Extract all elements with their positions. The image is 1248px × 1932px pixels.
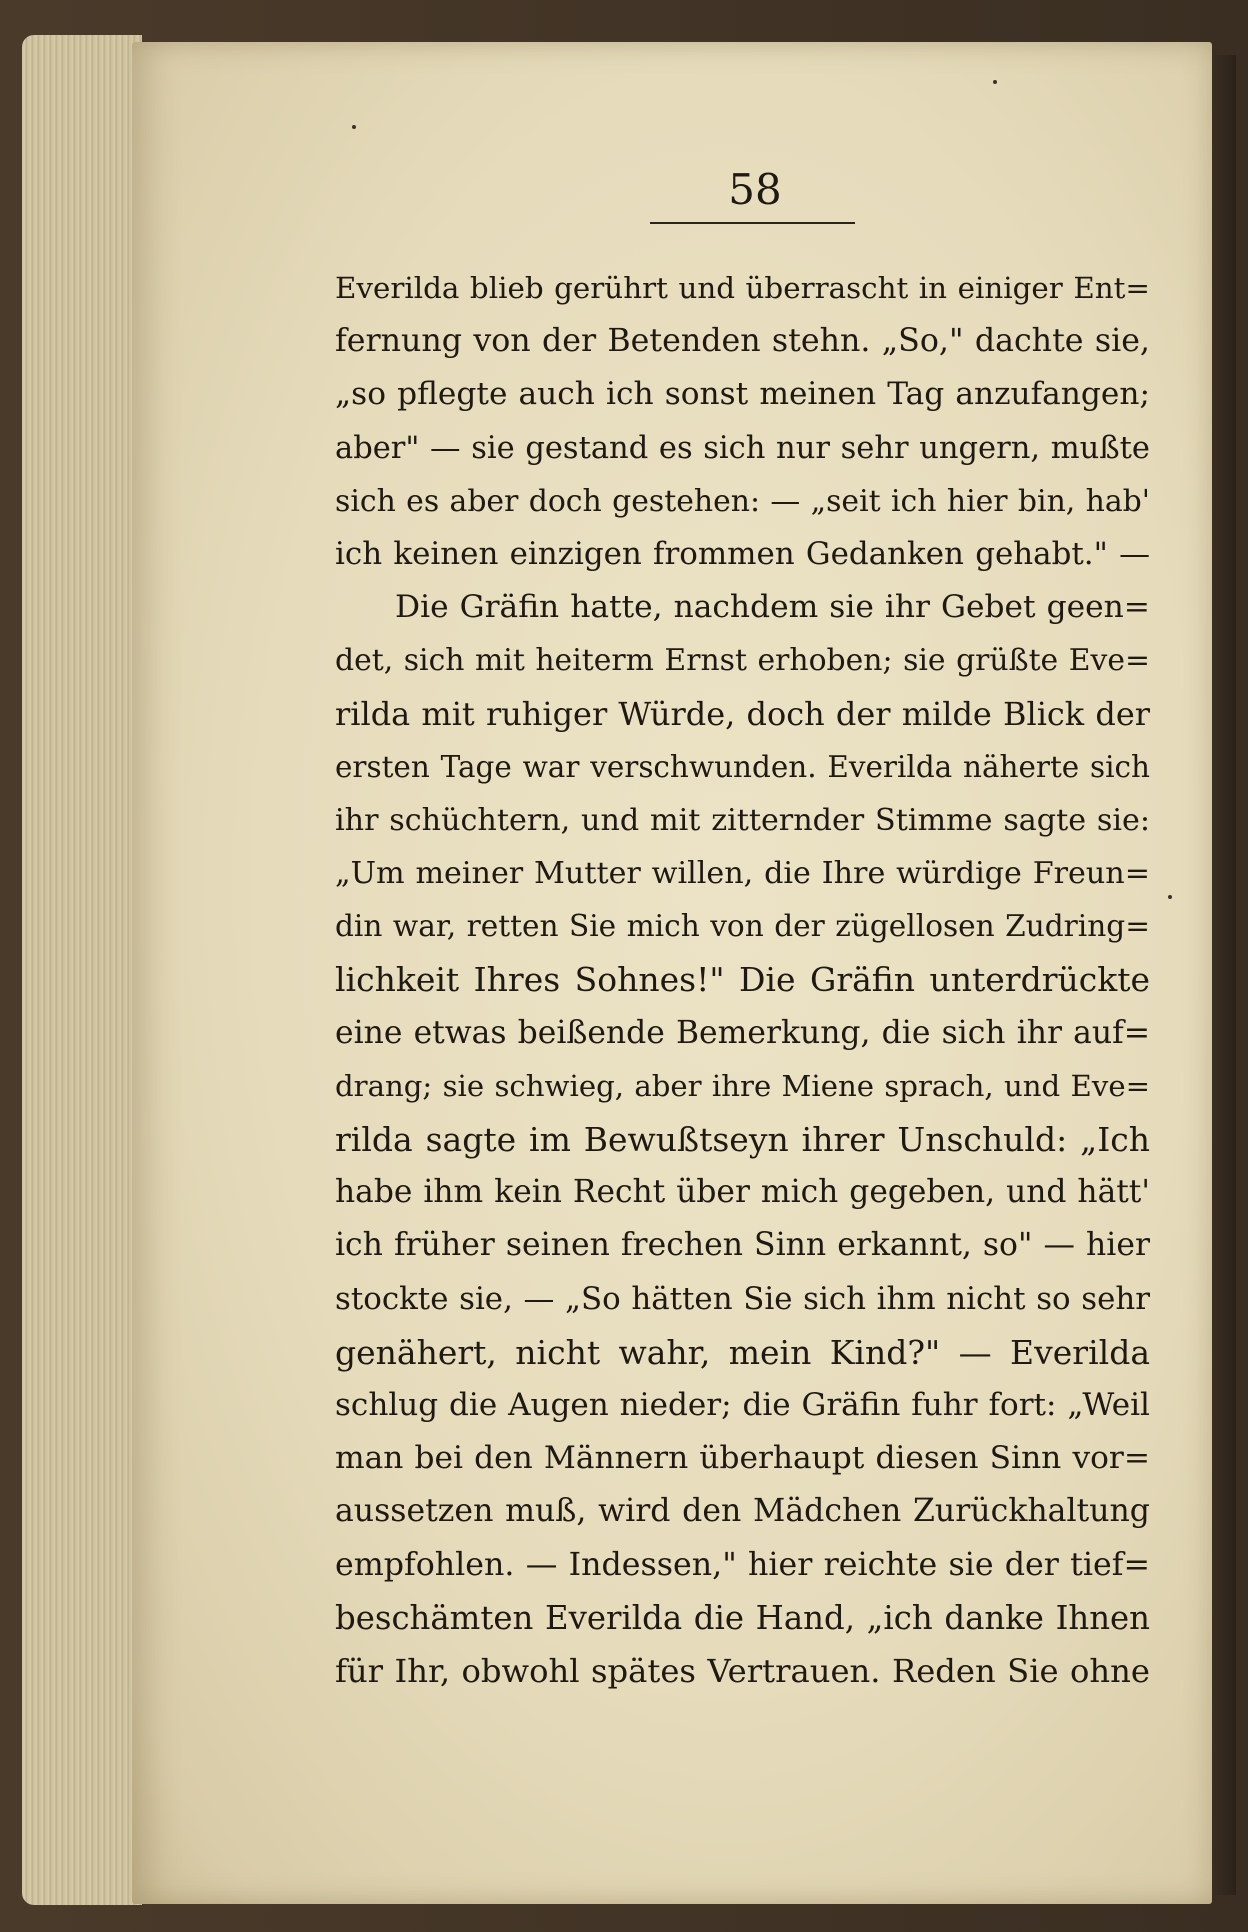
text-line: ich keinen einzigen frommen Gedanken gehabt." — (335, 535, 1150, 572)
text-line: Die Gräfin hatte, nachdem sie ihr Gebet geen= (395, 589, 1150, 626)
page-edges (22, 35, 142, 1905)
text-line: „so pflegte auch ich sonst meinen Tag anzufangen; (335, 376, 1150, 413)
text-line: din war, retten Sie mich von der zügellosen Zudring= (335, 909, 1150, 944)
text-line: aussetzen muß, wird den Mädchen Zurückhaltung (335, 1493, 1150, 1530)
paper-speck (1168, 895, 1172, 899)
text-line: für Ihr, obwohl spätes Vertrauen. Reden Sie ohne (335, 1651, 1150, 1690)
text-line: genähert, nicht wahr, mein Kind?" — Everilda (335, 1332, 1150, 1372)
text-line: ersten Tage war verschwunden. Everilda näherte sich (335, 749, 1150, 784)
text-line: ich früher seinen frechen Sinn erkannt, so" — hier (335, 1227, 1150, 1264)
paper-speck (993, 80, 997, 84)
text-line: man bei den Männern überhaupt diesen Sinn vor= (335, 1440, 1150, 1477)
header-rule (650, 222, 855, 224)
page-number: 58 (728, 165, 782, 214)
binding-edge (1212, 55, 1236, 1895)
text-line: schlug die Augen nieder; die Gräfin fuhr fort: „Weil (335, 1386, 1150, 1423)
body-text (335, 262, 1150, 1698)
paper-speck (352, 125, 356, 129)
text-line: det, sich mit heiterm Ernst erhoben; sie grüßte Eve= (335, 643, 1150, 679)
text-line: rilda sagte im Bewußtseyn ihrer Unschuld: „Ich (335, 1120, 1150, 1159)
text-line: ihr schüchtern, und mit zitternder Stimme sagte sie: (335, 802, 1150, 838)
text-line: stockte sie, — „So hätten Sie sich ihm nicht so sehr (335, 1280, 1150, 1317)
text-line: „Um meiner Mutter willen, die Ihre würdige Freun= (335, 856, 1150, 892)
text-line: eine etwas beißende Bemerkung, die sich ihr auf= (335, 1014, 1150, 1051)
text-line: drang; sie schwieg, aber ihre Miene sprach, und Eve= (335, 1068, 1150, 1103)
text-line: sich es aber doch gestehen: — „seit ich hier bin, hab' (335, 483, 1150, 519)
text-line: beschämten Everilda die Hand, „ich danke Ihnen (335, 1598, 1150, 1637)
text-line: rilda mit ruhiger Würde, doch der milde Blick der (335, 694, 1150, 733)
text-line: aber" — sie gestand es sich nur sehr ungern, mußte (335, 430, 1150, 466)
text-line: fernung von der Betenden stehn. „So," dachte sie, (335, 323, 1150, 360)
text-line: empfohlen. — Indessen," hier reichte sie der tief= (335, 1546, 1150, 1583)
text-line: habe ihm kein Recht über mich gegeben, und hätt' (335, 1174, 1150, 1211)
text-line: lichkeit Ihres Sohnes!" Die Gräfin unterdrückte (335, 960, 1150, 1000)
text-line: Everilda blieb gerührt und überrascht in einiger Ent= (335, 271, 1150, 305)
